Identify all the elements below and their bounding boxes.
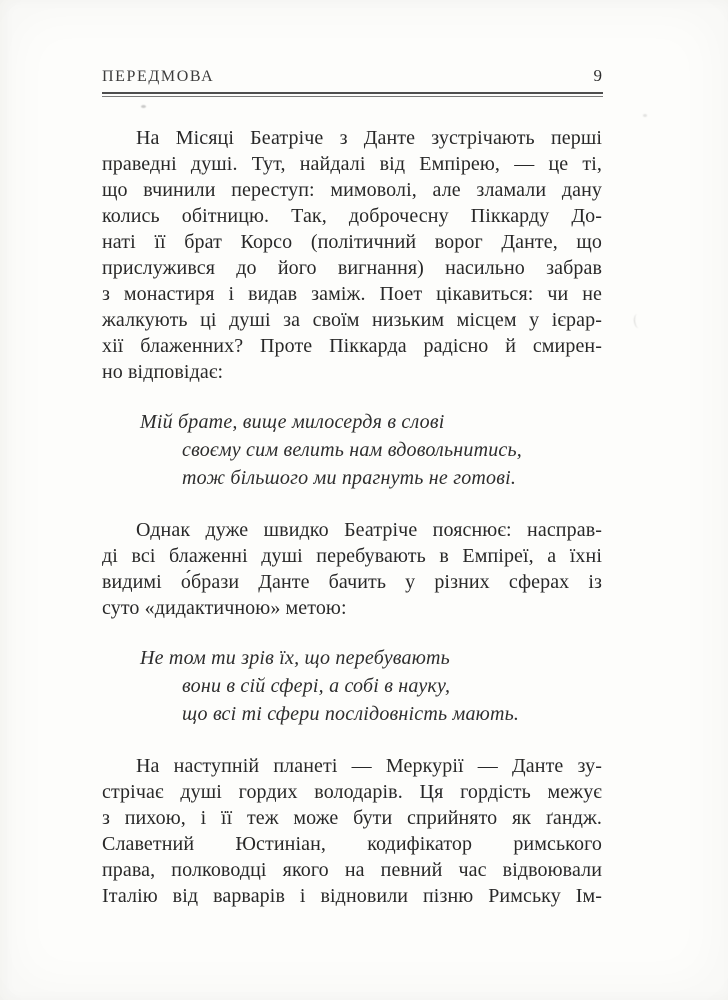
scan-speck bbox=[633, 314, 642, 329]
text-line: праведні душі. Тут, найдалі від Емпірею, — це ті, bbox=[102, 153, 602, 175]
verse-line: вони в сій сфері, а собі в науку, bbox=[182, 675, 451, 697]
text-line: Славетний Юстиніан, кодифікатор римського bbox=[102, 833, 602, 855]
running-header bbox=[102, 66, 602, 86]
running-header-title: ПЕРЕДМОВА bbox=[102, 68, 215, 85]
text-line: наті її брат Корсо (політичний ворог Данте, що bbox=[102, 231, 602, 253]
text-column bbox=[102, 125, 602, 909]
text-line: суто «дидактичною» метою: bbox=[102, 597, 347, 619]
header-rule bbox=[102, 92, 603, 97]
text-line: з монастиря і видав заміж. Поет цікавиться: чи не bbox=[102, 283, 602, 305]
verse-line: що всі ті сфери послідовність мають. bbox=[182, 703, 520, 725]
text-line: На наступній планеті — Меркурії — Данте зу- bbox=[136, 755, 602, 777]
text-line: стрічає душі гордих володарів. Ця гордість межує bbox=[102, 781, 602, 803]
scan-speck bbox=[643, 114, 647, 117]
text-line: колись обітницю. Так, доброчесну Піккарду До- bbox=[102, 205, 602, 227]
verse-line: Мій брате, вище милосердя в слові bbox=[140, 411, 445, 433]
text-line: жалкують ці душі за своїм низьким місцем у ієрар- bbox=[102, 309, 602, 331]
verse-line: своєму сим велить нам вдовольнитись, bbox=[182, 439, 523, 461]
page-number: 9 bbox=[593, 66, 602, 85]
text-line: права, полководці якого на певний час відвоювали bbox=[102, 859, 602, 881]
text-line: Однак дуже швидко Беатріче пояснює: насправ- bbox=[136, 519, 602, 541]
text-line: но відповідає: bbox=[102, 361, 224, 383]
scan-speck bbox=[141, 105, 146, 108]
paragraph-1 bbox=[102, 125, 602, 385]
paragraph-2 bbox=[102, 517, 602, 621]
paragraph-3 bbox=[102, 753, 602, 909]
verse-quote-2 bbox=[140, 644, 602, 728]
text-line: прислужився до його вигнання) насильно забрав bbox=[102, 257, 602, 279]
text-line: хії блаженних? Проте Піккарда радісно й смирен- bbox=[102, 335, 602, 357]
verse-line: тож більшого ми прагнуть не готові. bbox=[182, 467, 517, 489]
verse-line: Не том ти зрів їх, що перебувають bbox=[140, 647, 450, 669]
text-line: видимі о́брази Данте бачить у різних сферах із bbox=[102, 571, 602, 593]
verse-quote-1 bbox=[140, 408, 602, 492]
text-line: На Місяці Беатріче з Данте зустрічають перші bbox=[136, 127, 602, 149]
text-line: ді всі блаженні душі перебувають в Емпіреї, а їхні bbox=[102, 545, 602, 567]
text-line: що вчинили переступ: мимоволі, але зламали дану bbox=[102, 179, 602, 201]
text-line: Італію від варварів і відновили пізню Римську Ім- bbox=[102, 885, 602, 907]
text-line: з пихою, і її теж може бути сприйнято як ґандж. bbox=[102, 807, 602, 829]
